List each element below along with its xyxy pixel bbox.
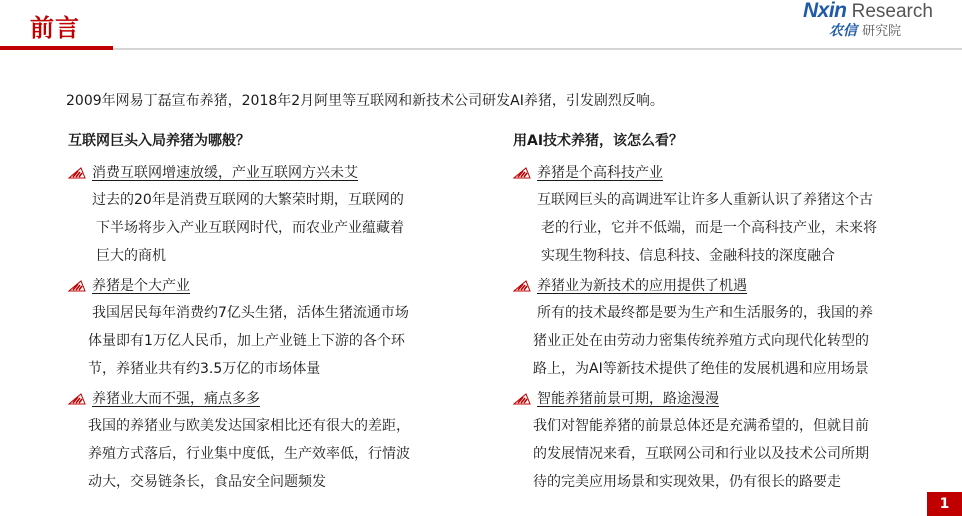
body-line: 所有的技术最终都是要为生产和生活服务的，我国的养 [537, 305, 873, 321]
hatch-marker-icon [513, 165, 531, 179]
hatch-marker-icon [68, 278, 86, 292]
body-line: 我国居民每年消费约7亿头生猪，活体生猪流通市场 [92, 305, 409, 321]
body-line: 我国的养猪业与欧美发达国家相比还有很大的差距， [88, 418, 410, 434]
logo-brand: Nxin [803, 0, 847, 22]
body-line: 实现生物科技、信息科技、金融科技的深度融合 [541, 248, 835, 264]
left-question: 互联网巨头入局养猪为哪般？ [68, 133, 250, 149]
section-heading: 消费互联网增速放缓，产业互联网方兴未艾 [92, 165, 358, 181]
section-heading: 养猪是个大产业 [92, 278, 190, 294]
section-heading: 智能养猪前景可期，路途漫漫 [537, 391, 719, 407]
left-section-1 [68, 158, 473, 270]
body-line: 待的完美应用场景和实现效果，仍有很长的路要走 [533, 474, 841, 490]
body-line: 巨大的商机 [96, 248, 166, 264]
nxin-research-logo [803, 0, 958, 44]
page-title: 前言 [30, 14, 80, 42]
right-section-1 [513, 158, 933, 270]
intro-text: 2009年网易丁磊宣布养猪，2018年2月阿里等互联网和新技术公司研发AI养猪，引发剧烈反响。 [66, 93, 664, 109]
title-divider [113, 48, 962, 50]
body-line: 动大，交易链条长，食品安全问题频发 [88, 474, 326, 490]
right-question: 用AI技术养猪，该怎么看？ [513, 133, 684, 149]
title-underline-accent [0, 46, 113, 50]
right-section-2 [513, 271, 933, 383]
hatch-marker-icon [513, 391, 531, 405]
right-column [513, 130, 933, 497]
page-number: 1 [927, 492, 962, 516]
body-line: 互联网巨头的高调进军让许多人重新认识了养猪这个古 [537, 192, 873, 208]
hatch-marker-icon [68, 391, 86, 405]
logo-research: Research [851, 1, 933, 22]
left-column [68, 130, 473, 497]
section-heading: 养猪是个高科技产业 [537, 165, 663, 181]
logo-brand-cn: 农信 [829, 23, 857, 39]
section-heading: 养猪业为新技术的应用提供了机遇 [537, 278, 747, 294]
hatch-marker-icon [513, 278, 531, 292]
body-line: 的发展情况来看，互联网公司和行业以及技术公司所期 [533, 446, 869, 462]
left-section-2 [68, 271, 473, 383]
section-heading: 养猪业大而不强，痛点多多 [92, 391, 260, 407]
body-line: 体量即有1万亿人民币，加上产业链上下游的各个环 [88, 333, 405, 349]
body-line: 猪业正处在由劳动力密集传统养殖方式向现代化转型的 [533, 333, 869, 349]
body-line: 养殖方式落后，行业集中度低，生产效率低，行情波 [88, 446, 410, 462]
body-line: 老的行业，它并不低端，而是一个高科技产业，未来将 [541, 220, 877, 236]
left-section-3 [68, 384, 473, 496]
body-line: 节，养猪业共有约3.5万亿的市场体量 [88, 361, 321, 377]
body-line: 下半场将步入产业互联网时代，而农业产业蕴藏着 [96, 220, 404, 236]
logo-institute-cn: 研究院 [862, 24, 902, 39]
body-line: 我们对智能养猪的前景总体还是充满希望的，但就目前 [533, 418, 869, 434]
body-line: 过去的20年是消费互联网的大繁荣时期，互联网的 [92, 192, 404, 208]
body-line: 路上，为AI等新技术提供了绝佳的发展机遇和应用场景 [533, 361, 869, 377]
right-section-3 [513, 384, 933, 496]
hatch-marker-icon [68, 165, 86, 179]
